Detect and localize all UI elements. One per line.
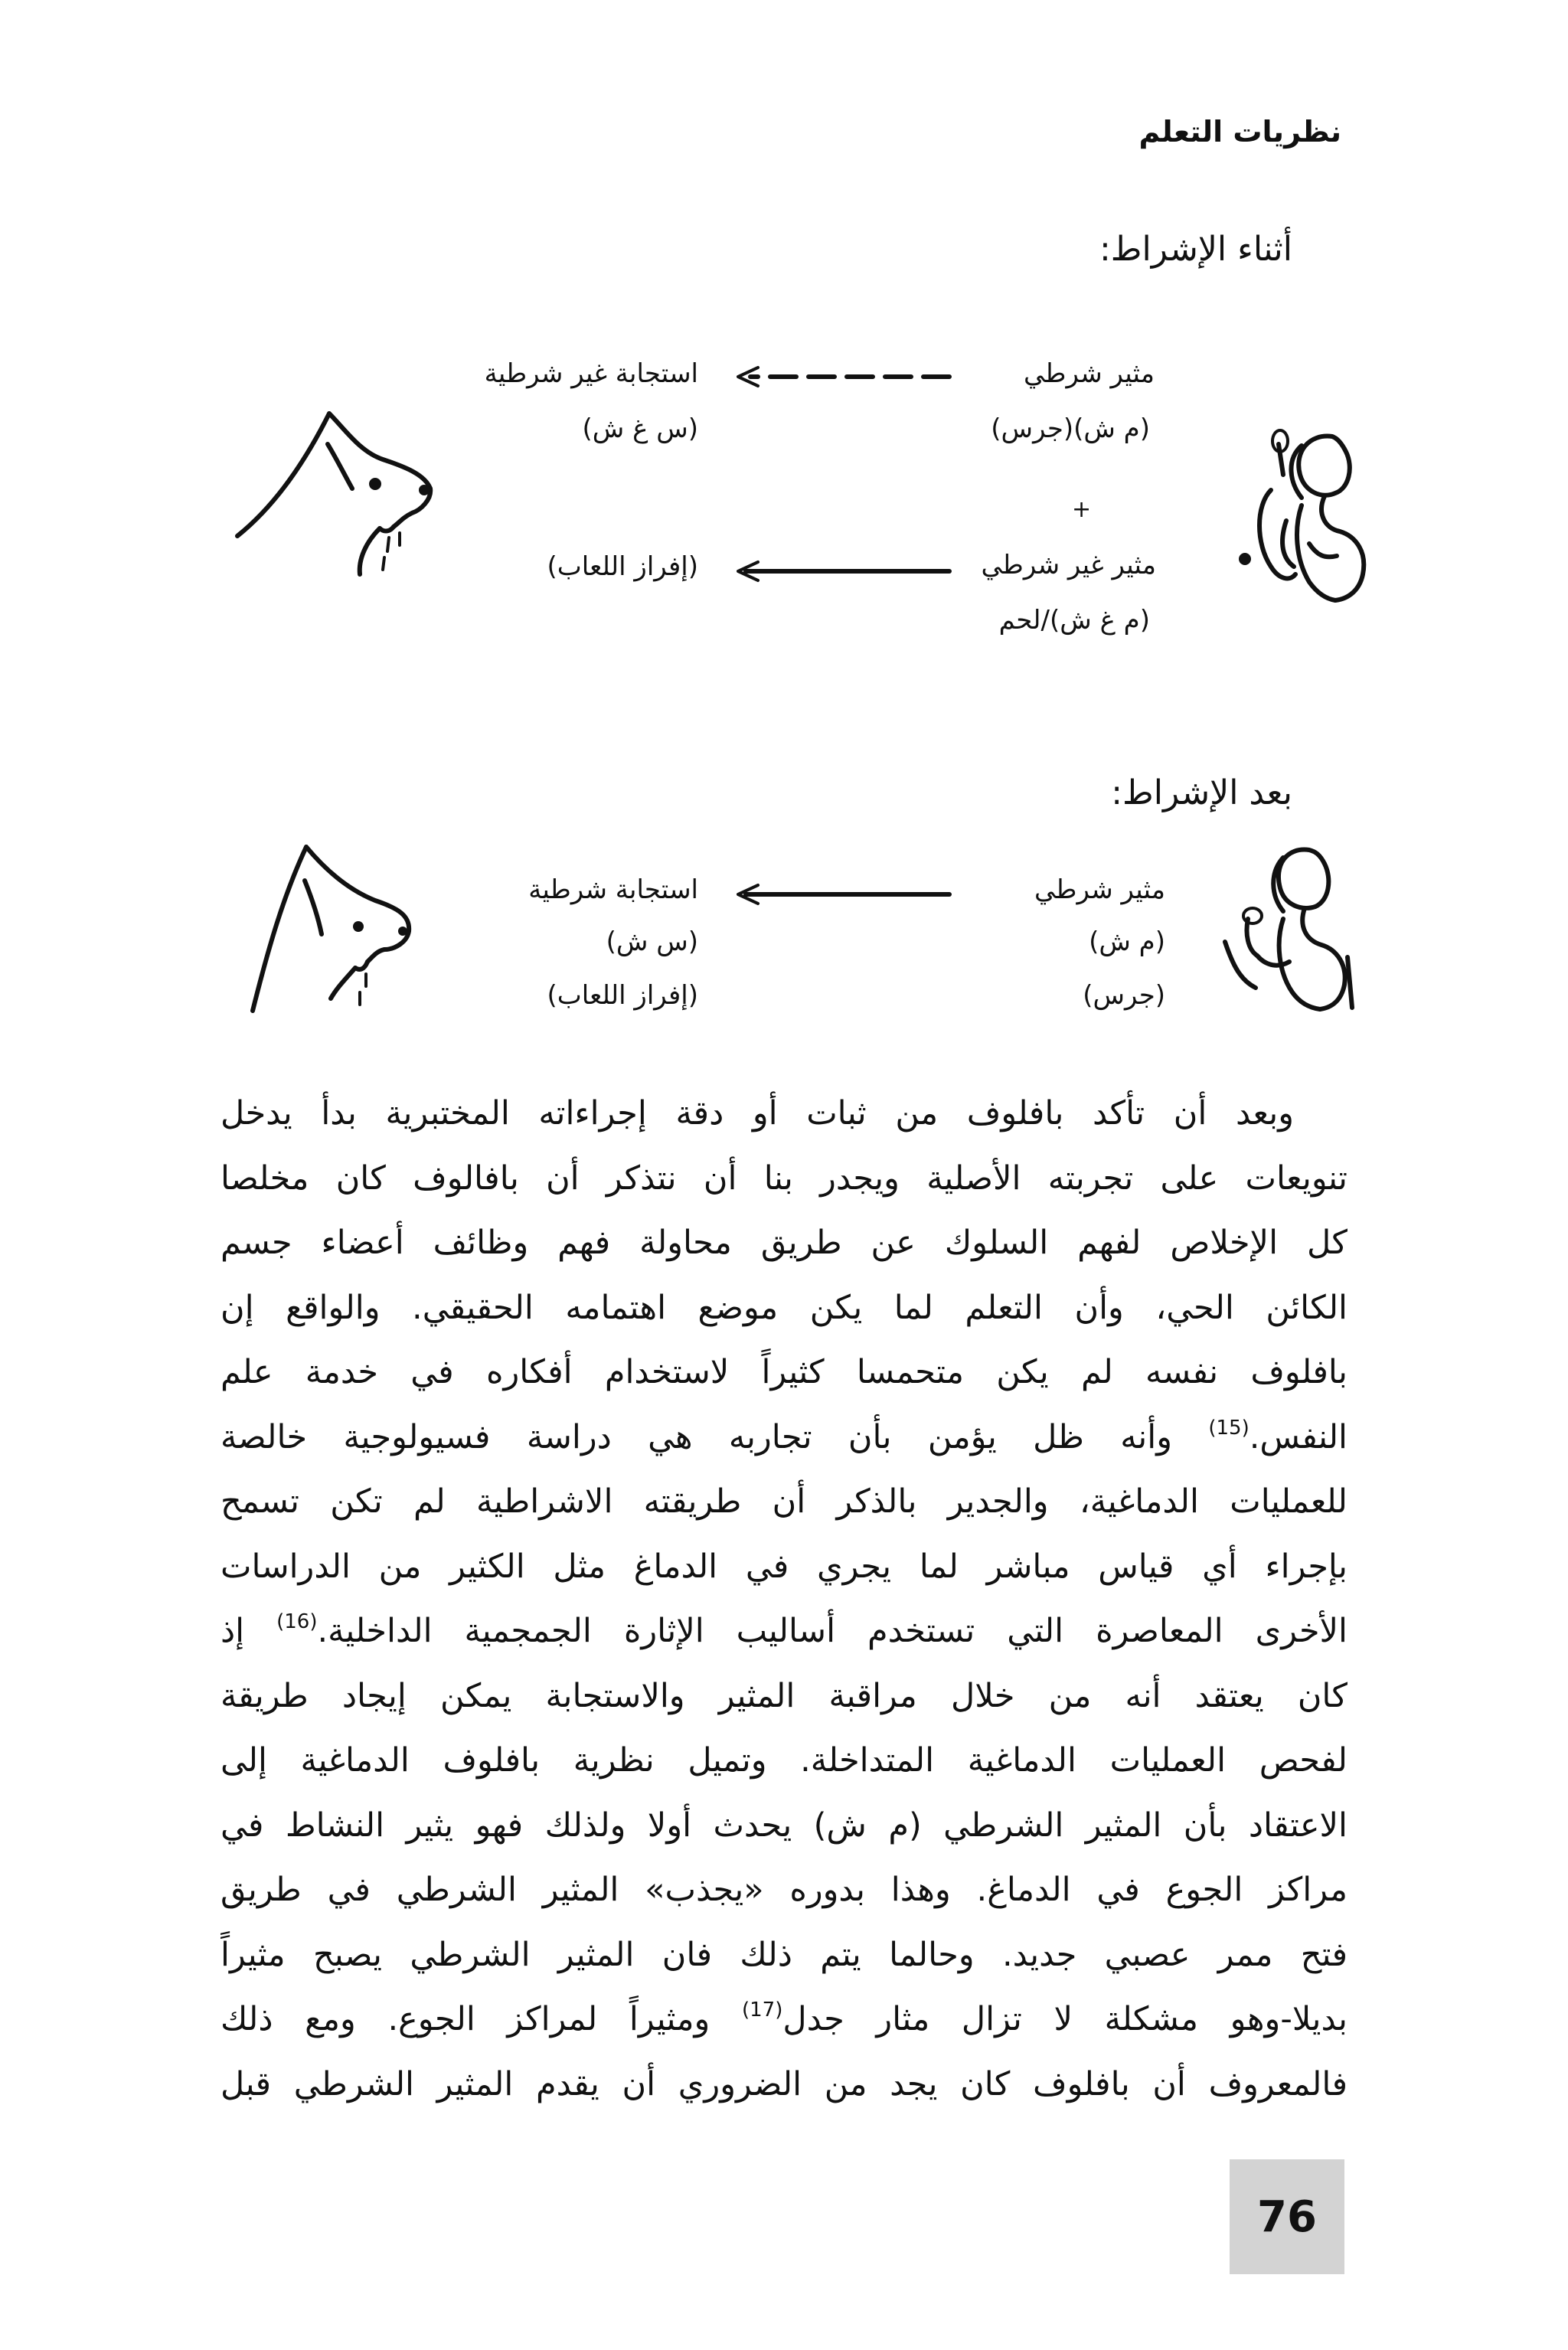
during-cs-abbr: (م ش)(جرس) <box>991 413 1150 444</box>
running-header-title: نظريات التعلم <box>1138 115 1341 149</box>
after-salivation: (إفراز اللعاب) <box>547 980 698 1011</box>
body-line: فالمعروف أن بافلوف كان يجد من الضروري أن يقدم المثير الشرطي قبل <box>220 2064 1348 2103</box>
body-line: كان يعتقد أنه من خلال مراقبة المثير والاستجابة يمكن إيجاد طريقة <box>220 1676 1348 1715</box>
during-us-abbr: (م غ ش)/لحم <box>998 605 1150 636</box>
scientist-with-bell-during <box>1210 429 1378 605</box>
during-dashed-arrow <box>727 361 957 392</box>
after-cs-abbr: (م ش) <box>1089 927 1165 957</box>
after-cr-abbr: (س ش) <box>606 927 698 957</box>
during-solid-arrow <box>727 556 957 587</box>
during-conditioning-title: أثناء الإشراط: <box>1099 230 1292 269</box>
dog-drawing-during <box>230 398 444 582</box>
body-line-part: الأخرى المعاصرة التي تستخدم أساليب الإثارة الجمجمية الداخلية. <box>317 1612 1348 1650</box>
after-solid-arrow <box>727 879 957 910</box>
body-line: كل الإخلاص لفهم السلوك عن طريق محاولة فهم وظائف أعضاء جسم <box>220 1224 1348 1262</box>
during-ur-label: استجابة غير شرطية <box>484 358 698 389</box>
during-ur-abbr: (س غ ش) <box>582 413 698 444</box>
footnote-ref-15: (15) <box>1208 1416 1250 1440</box>
body-line <box>220 1599 1348 1664</box>
body-line-part: بديلا-وهو مشكلة لا تزال مثار جدل <box>782 2000 1348 2038</box>
during-us-label: مثير غير شرطي <box>981 550 1156 580</box>
body-line: للعمليات الدماغية، والجدير بالذكر أن طريقته الاشراطية لم تكن تسمح <box>220 1482 1348 1521</box>
body-line: تنويعات على تجربته الأصلية ويجدر بنا أن نتذكر أن بافالوف كان مخلصا <box>220 1159 1348 1198</box>
body-line: بافلوف نفسه لم يكن متحمسا كثيراً لاستخدام أفكاره في خدمة علم <box>220 1353 1348 1391</box>
footnote-ref-16: (16) <box>276 1610 318 1633</box>
during-salivation: (إفراز اللعاب) <box>547 551 698 582</box>
body-line <box>220 1987 1348 2052</box>
after-cs-bell: (جرس) <box>1083 980 1165 1011</box>
body-line-part: ومثيراً لمراكز الجوع. ومع ذلك <box>220 2000 742 2038</box>
page-number: 76 <box>1257 2191 1317 2242</box>
body-line: الاعتقاد بأن المثير الشرطي (م ش) يحدث أولا ولذلك فهو يثير النشاط في <box>220 1806 1348 1845</box>
body-line: وبعد أن تأكد بافلوف من ثبات أو دقة إجراءاته المختبرية بدأ يدخل <box>220 1094 1294 1133</box>
body-line: مراكز الجوع في الدماغ. وهذا بدوره «يجذب» المثير الشرطي في طريق <box>220 1871 1348 1909</box>
body-line-part: النفس. <box>1249 1417 1348 1456</box>
dog-drawing-after <box>230 835 429 1018</box>
after-conditioning-title: بعد الإشراط: <box>1111 773 1292 812</box>
after-cr-label: استجابة شرطية <box>528 874 698 905</box>
scientist-with-bell-after <box>1210 842 1363 1018</box>
after-cs-label: مثير شرطي <box>1034 874 1165 905</box>
body-line-part: إذ <box>220 1612 277 1650</box>
during-cs-label: مثير شرطي <box>1024 358 1155 389</box>
body-paragraph <box>220 1081 1348 2116</box>
body-line: لفحص العمليات الدماغية المتداخلة. وتميل نظرية بافلوف الدماغية إلى <box>220 1741 1348 1780</box>
body-line: فتح ممر عصبي جديد. وحالما يتم ذلك فان المثير الشرطي يصبح مثيراً <box>220 1935 1348 1974</box>
body-line <box>220 1405 1348 1470</box>
body-line: بإجراء أي قياس مباشر لما يجري في الدماغ مثل الكثير من الدراسات <box>220 1547 1348 1586</box>
plus-sign: + <box>1072 496 1092 523</box>
footnote-ref-17: (17) <box>741 1999 783 2022</box>
body-line-part: وأنه ظل يؤمن بأن تجاربه هي دراسة فسيولوجية خالصة <box>220 1417 1209 1456</box>
body-line: الكائن الحي، وأن التعلم لما يكن موضع اهتمامه الحقيقي. والواقع إن <box>220 1288 1348 1327</box>
page-number-box <box>1230 2159 1344 2274</box>
